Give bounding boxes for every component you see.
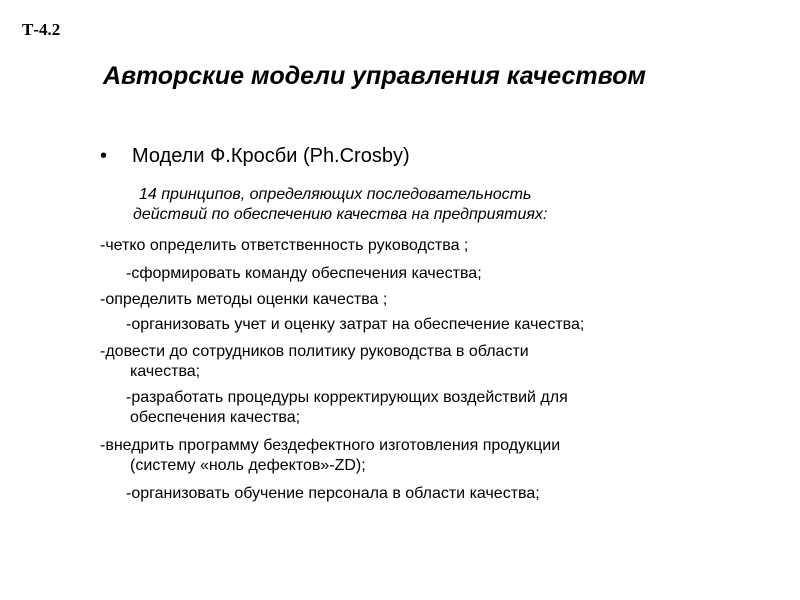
principle-text-continued: (систему «ноль дефектов»-ZD);	[130, 457, 366, 474]
principle-text: -разработать процедуры корректирующих воздействий для	[126, 389, 568, 406]
principle-text: -четко определить ответственность руководства ;	[100, 237, 469, 254]
slide-code: Т-4.2	[22, 20, 61, 39]
principle-text: -определить методы оценки качества ;	[100, 291, 388, 308]
bullet-marker: •	[100, 145, 108, 167]
principle-item	[126, 484, 540, 504]
principle-text: -довести до сотрудников политику руководства в области	[100, 343, 529, 360]
principle-text-continued: качества;	[130, 363, 201, 380]
intro-line-2: действий по обеспечению качества на предприятиях:	[133, 206, 548, 223]
principle-item	[100, 290, 387, 310]
slide-title: Авторские модели управления качеством	[103, 62, 646, 90]
principle-item	[100, 342, 529, 382]
principle-item	[126, 315, 584, 335]
principle-text: -организовать учет и оценку затрат на обеспечение качества;	[126, 316, 585, 333]
principle-text: -организовать обучение персонала в области качества;	[126, 485, 540, 502]
principle-text-continued: обеспечения качества;	[130, 409, 301, 426]
principle-item	[100, 436, 560, 476]
principle-item	[126, 264, 482, 284]
intro-line-1: 14 принципов, определяющих последовательность	[139, 186, 532, 203]
principle-item	[100, 236, 468, 256]
principle-item	[126, 388, 568, 428]
principle-text: -сформировать команду обеспечения качества;	[126, 265, 482, 282]
principle-text: -внедрить программу бездефектного изготовления продукции	[100, 437, 561, 454]
model-heading: Модели Ф.Кросби (Ph.Crosby)	[132, 145, 410, 167]
